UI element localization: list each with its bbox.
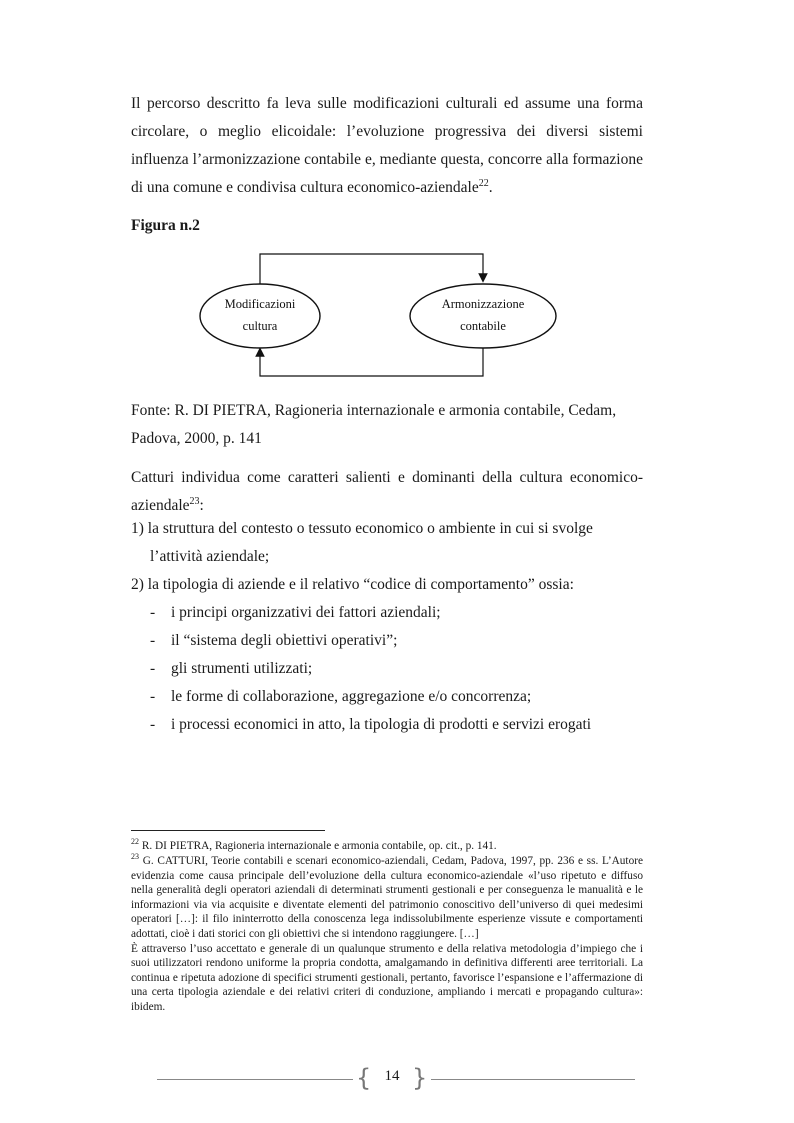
footnote-ref-23[interactable]: 23 [189, 495, 200, 507]
bullet-dash: - [150, 604, 156, 621]
list-item-1-line-1: 1) la struttura del contesto o tessuto economico o ambiente in cui si svolge [131, 520, 593, 537]
sub-item: il “sistema degli obiettivi operativi”; [171, 632, 398, 649]
bottom-arrow [260, 348, 483, 376]
intro-end: . [488, 179, 493, 196]
footnote-separator [131, 830, 325, 831]
right-brace: } [412, 1064, 428, 1092]
figure-source: Fonte: R. DI PIETRA, Ragioneria internazionale e armonia contabile, Cedam, Padova, 2000, p. 141 [131, 402, 617, 447]
footnote-22-number: 22 [131, 837, 139, 847]
page-number: 14 [384, 1068, 400, 1084]
sub-item: i processi economici in atto, la tipologia di prodotti e servizi erogati [171, 716, 592, 733]
bullet-dash: - [150, 716, 156, 733]
catturi-paragraph [131, 464, 643, 520]
sub-item: le forme di collaborazione, aggregazione e/o concorrenza; [171, 688, 532, 705]
catturi-text: Catturi individua come caratteri salienti e dominanti della cultura economico-aziendale [131, 469, 643, 514]
bullet-dash: - [150, 688, 156, 705]
sub-item: gli strumenti utilizzati; [171, 660, 313, 677]
left-ellipse [200, 284, 320, 348]
cycle-diagram [190, 246, 560, 386]
footnote-ref-22[interactable]: 22 [478, 177, 489, 189]
list-item-2: 2) la tipologia di aziende e il relativo “codice di comportamento” ossia: [131, 576, 574, 593]
footnote-23-text: G. CATTURI, Teorie contabili e scenari economico-aziendali, Cedam, Padova, 1997, pp. 236 e ss. L’Autore evidenzia come causa principale dell’evoluzione della cultura economico-aziendale «l’uso ripetuto e diffuso nella generalità degli operatori aziendali di determinati strumenti gestionali e per conseguenza le manualità e le informazioni via via acquisite e diventate elementi del patrimonio conoscitivo dell’universo di quei medesimi operatori […]: il filo ininterrotto della conoscenza lega indissolubilmente esperienze vissute e comportamenti adottati, cioè i dati storici con gli obiettivi che si intendono raggiungere. […] [131, 855, 643, 940]
left-label-1: Modificazioni [224, 297, 296, 311]
right-label-1: Armonizzazione [441, 297, 525, 311]
catturi-end: : [199, 497, 204, 514]
footnote-23-number: 23 [131, 852, 139, 862]
bullet-dash: - [150, 660, 156, 677]
footer-line-left [157, 1079, 353, 1080]
footnote-23 [131, 854, 643, 1015]
list-item-1-line-2: l’attività aziendale; [150, 548, 270, 565]
footer-line-right [431, 1079, 635, 1080]
left-label-2: cultura [242, 319, 278, 333]
top-arrow [260, 254, 483, 284]
figure-title: Figura n.2 [131, 217, 200, 234]
footnote-22 [131, 839, 643, 854]
footnote-23-text-continued: È attraverso l’uso accettato e generale di un qualunque strumento e della relativa metodologia d’impiego che i suoi utilizzatori rendono uniforme la propria condotta, amalgamando in definitiva differenti aree territoriali. La continua e ripetuta adozione di specifici strumenti gestionali, pertanto, favorisce l’espansione e l’affermazione di una certa tipologia aziendale e dei relativi criteri di conduzione, ampliando i mercati e propagando cultura»: ibidem. [131, 942, 643, 1013]
footnote-22-text: R. DI PIETRA, Ragioneria internazionale e armonia contabile, op. cit., p. 141. [139, 840, 497, 852]
sub-item: i principi organizzativi dei fattori aziendali; [171, 604, 441, 621]
right-label-2: contabile [460, 319, 506, 333]
right-ellipse [410, 284, 556, 348]
intro-text: Il percorso descritto fa leva sulle modificazioni culturali ed assume una forma circolare, o meglio elicoidale: l’evoluzione progressiva dei diversi sistemi influenza l’armonizzazione contabile e, mediante questa, concorre alla formazione di una comune e condivisa cultura economico-aziendale [131, 95, 643, 196]
intro-paragraph [131, 90, 643, 202]
bullet-dash: - [150, 632, 156, 649]
left-brace: { [356, 1064, 372, 1092]
